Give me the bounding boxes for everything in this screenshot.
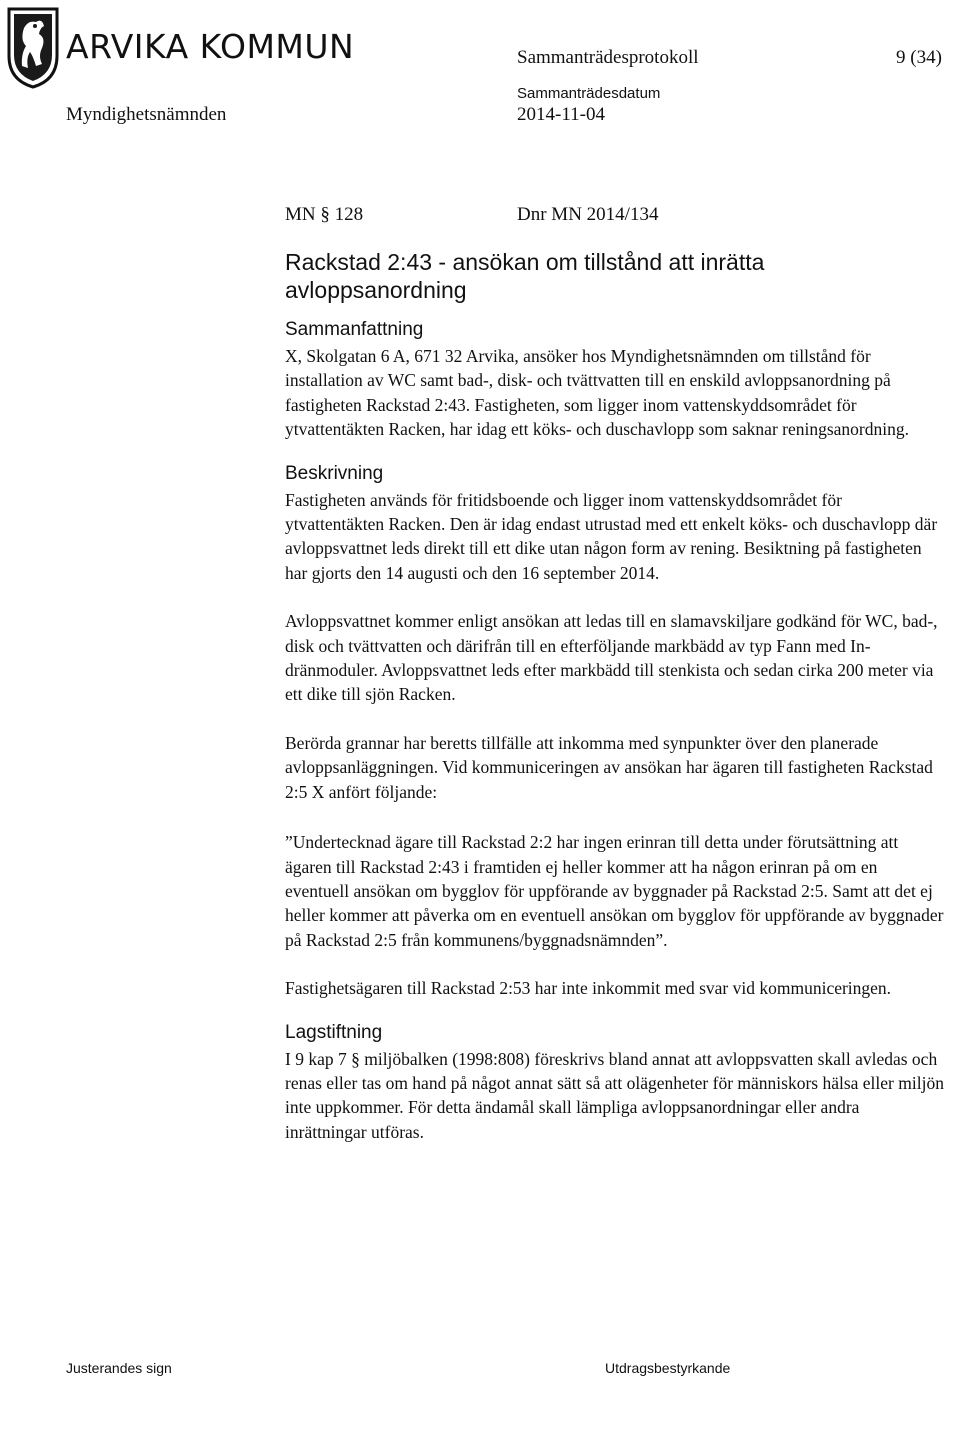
neighbor-statement-quote: ”Undertecknad ägare till Rackstad 2:2 har ingen erinran till detta under förutsättning att ägaren till Rackstad 2:43 i framtiden ej heller kommer att ha någon erinran på om en eventuell ansökan om bygglov för uppförande av byggnader på Rackstad 2:5. Samt att det ej heller kommer att påverka om en eventuell ansökan om bygglov för uppförande av byggnader på Rackstad 2:5 från kommunens/byggnadsnämnden”.	[285, 832, 944, 950]
paragraph-beskrivning-3: Berörda grannar har beretts tillfälle att inkomma med synpunkter över den planerade avloppsanläggningen. Vid kommuniceringen av ansökan har ägaren till fastigheten Rackstad 2:5 X anfört följande:	[285, 732, 933, 802]
meeting-date: 2014-11-04	[517, 104, 605, 125]
diary-number: Dnr MN 2014/134	[517, 204, 659, 225]
paragraph-beskrivning-1: Fastigheten används för fritidsboende och ligger inom vattenskyddsområdet för ytvattentäkten Racken. Den är idag endast utrustad med ett enkelt köks- och duschavlopp där avloppsvattnet leds direkt till ett dike utan någon form av rening. Besiktning på fastigheten har gjorts den 14 augusti och den 16 september 2014.	[285, 489, 938, 583]
footer-signature-label: Justerandes sign	[66, 1360, 172, 1376]
case-reference	[285, 202, 945, 228]
municipal-crest-icon	[6, 6, 60, 90]
document-type: Sammanträdesprotokoll	[517, 47, 699, 68]
footer-certification-label: Utdragsbestyrkande	[605, 1360, 731, 1376]
meeting-date-label: Sammanträdesdatum	[517, 85, 661, 102]
paragraph-sammanfattning: X, Skolgatan 6 A, 671 32 Arvika, ansöker hos Myndighetsnämnden om tillstånd för installation av WC samt bad-, disk- och tvättvatten till en enskild avloppsanordning på fastigheten Rackstad 2:43. Fastigheten, som ligger inom vattenskyddsområdet för ytvattentäkten Racken, har idag ett köks- och duschavlopp som saknar reningsanordning.	[285, 346, 910, 440]
paragraph-beskrivning-2: Avloppsvattnet kommer enligt ansökan att ledas till en slamavskiljare godkänd för WC, bad-, disk och tvättvatten och därifrån till en efterföljande markbädd av typ Fann med In-dränmoduler. Avloppsvattnet leds efter markbädd till stenkista och sedan cirka 200 meter via ett dike till sjön Racken.	[285, 611, 938, 705]
page-number: 9 (34)	[896, 47, 942, 68]
heading-lagstiftning: Lagstiftning	[285, 1021, 383, 1043]
document-body	[285, 202, 945, 1144]
department-name: Myndighetsnämnden	[66, 104, 227, 125]
paragraph-lagstiftning: I 9 kap 7 § miljöbalken (1998:808) föreskrivs bland annat att avloppsvatten skall avledas och renas eller tas om hand på något annat sätt så att olägenheter för människors hälsa eller miljön inte uppkommer. För detta ändamål skall lämpliga avloppsanordningar eller andra inrättningar utföras.	[285, 1048, 944, 1142]
heading-sammanfattning: Sammanfattning	[285, 319, 424, 340]
heading-beskrivning: Beskrivning	[285, 462, 384, 484]
case-title: Rackstad 2:43 - ansökan om tillstånd att inrätta avloppsanordning	[285, 249, 765, 303]
paragraph-beskrivning-4: Fastighetsägaren till Rackstad 2:53 har inte inkommit med svar vid kommuniceringen.	[285, 978, 892, 999]
case-number: MN § 128	[285, 204, 364, 225]
organization-name: ARVIKA KOMMUN	[66, 27, 355, 66]
